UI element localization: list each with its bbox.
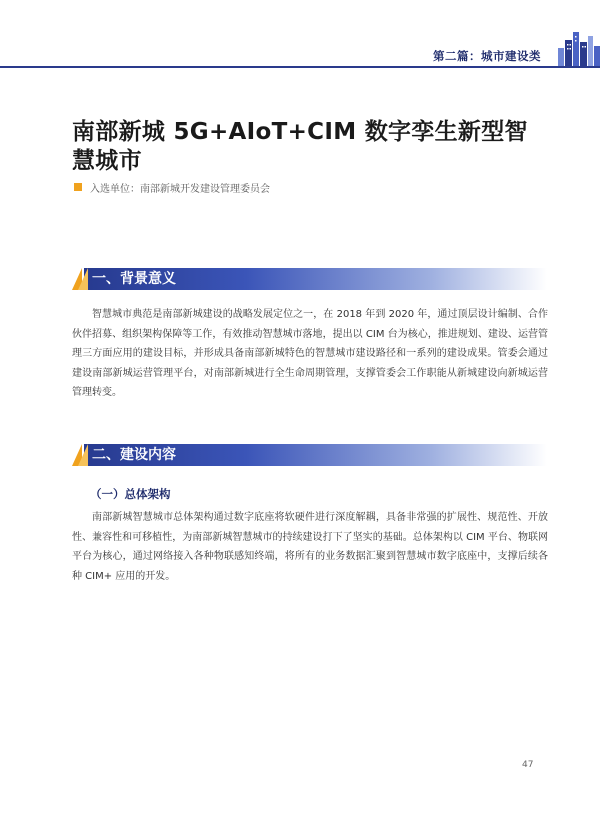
square-bullet-icon bbox=[74, 183, 82, 191]
section-bar-accent-light bbox=[78, 444, 88, 466]
section-heading: 二、建设内容 bbox=[92, 447, 176, 463]
section-heading-bar-1 bbox=[72, 268, 547, 290]
page-header bbox=[0, 0, 600, 68]
city-skyline-icon bbox=[556, 26, 600, 66]
section-heading-bar-2 bbox=[72, 444, 547, 466]
selected-unit bbox=[74, 180, 270, 194]
section-1-paragraph: 智慧城市典范是南部新城建设的战略发展定位之一，在 2018 年到 2020 年，通过顶层设计编制、合作伙伴招募、组织架构保障等工作，有效推动智慧城市落地，提出以 CIM 台为核心，推进规划、建设、运营管理三方面应用的建设目标，并形成具备南部新城特色的智慧城市建设路径和一系列的建设成果。管委会通过建设南部新城运营管理平台，对南部新城进行全生命周期管理，支撑管委会工作职能从新城建设向新城运营管理转变。 bbox=[72, 309, 548, 398]
article-title: 南部新城 5G+AIoT+CIM 数字孪生新型智慧城市 bbox=[72, 119, 528, 174]
section-heading: 一、背景意义 bbox=[92, 271, 176, 287]
section-2-paragraph: 南部新城智慧城市总体架构通过数字底座将软硬件进行深度解耦，具备非常强的扩展性、规范性、开放性、兼容性和可移植性，为南部新城智慧城市的持续建设打下了坚实的基础。总体架构以 CIM 平台、物联网平台为核心，通过网络接入各种物联感知终端，将所有的业务数据汇聚到智慧城市数字底座中，支撑后续各种 CIM+ 应用的开发。 bbox=[72, 512, 548, 582]
subsection-heading: （一）总体架构 bbox=[90, 487, 171, 501]
header-section-title: 第二篇：城市建设类 bbox=[433, 49, 541, 63]
selected-unit-text: 入选单位：南部新城开发建设管理委员会 bbox=[90, 183, 270, 195]
header-divider bbox=[0, 66, 600, 68]
section-bar-accent-light bbox=[78, 268, 88, 290]
page-number: 47 bbox=[522, 760, 534, 770]
